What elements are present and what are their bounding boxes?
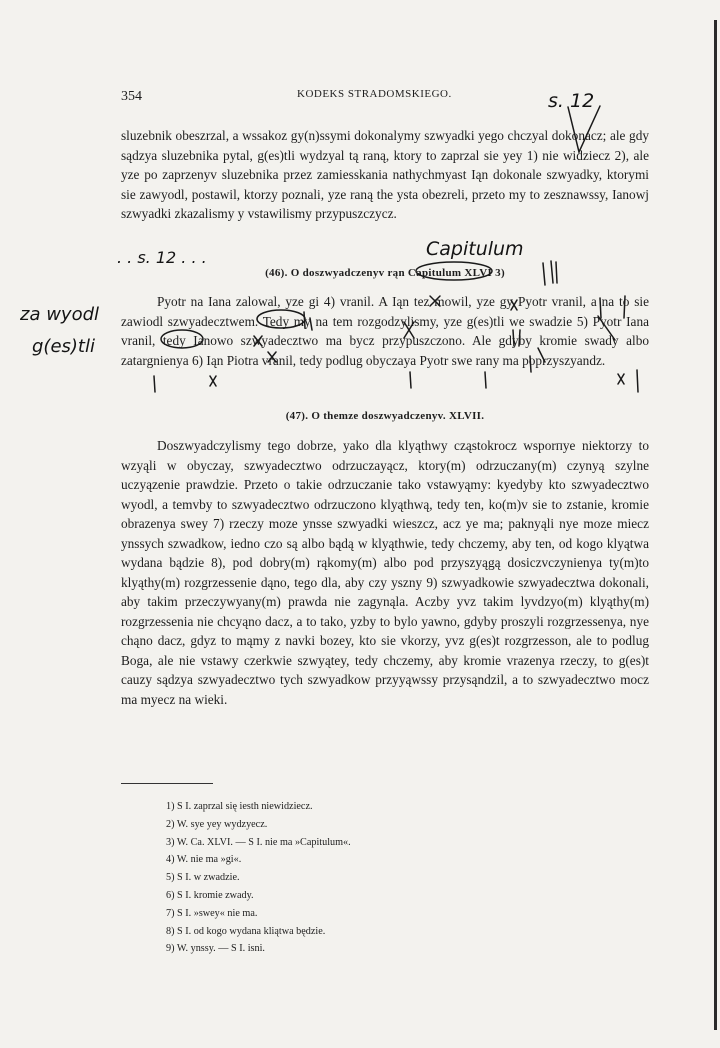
paragraph-top	[121, 126, 649, 224]
footnote: 5) S I. w zwadzie.	[166, 872, 240, 884]
heading-47: (47). O themze doszwyadczenyv. XLVII.	[285, 410, 485, 422]
footnote: 8) S I. od kogo wydana kliątwa będzie.	[166, 925, 326, 937]
footnote-separator	[121, 783, 213, 784]
cross-mark	[618, 370, 638, 392]
footnotes	[166, 798, 351, 958]
footnote: 2) W. sye yey wydzyecz.	[166, 818, 268, 830]
paragraph-top-text: sluzebnik obeszrzal, a wssakoz gy(n)ssymi dokonalymy szwyadki yego chczyal dokonacz; ale gdy sądzya sluzebnika pytal, g(es)tli wydzyal tą raną, ktory to zaprzal sie yey 1) nie widziecz 2), ale yze po zaprzenyv sluzebnika przez zamiesskania nathychmyast Iąn dokonale szwyadky, ktorymi sie zawyodl, postawil, ktorzy poznali, yze raną the ysta obezreli, przeto my to zesznawssy, Ianowj szwyadki zkazalismy y vstawilismy przypuszczycz.	[121, 128, 649, 221]
paragraph-46	[121, 292, 649, 370]
paragraph-47-text: Doszwyadczylismy tego dobrze, yako dla klyąthwy cząstokrocz wsporпye niektorzy to wzyąli w obyczay, szwyadecztwo odrzuczayącz, ktory(m) odrzuczany(m) czynyą szylne uczyązenie prawdzie. Przeto o takie odrzuczanie tako vstawyąmy: kyedyby kto szwyadecztwo wyodl, a temvby to szwyadecztwo odrzuczono klyąthwą, tedy ten, ko(m)v sie to zstanie, kromie obrazenya swey 7) rzeczy moze ynsse szwyadki wieszcz, acz ye ma; paknyąli nye moze miecz ynssych szwadkow, iedno czo są albo bądą w klyąthwie, tedy chczemy, aby ten, od kogo klyątwa wydana bądzie 8), pod dobry(m) rąkomy(m) albo pod przyszyągą dosiczvczynienya ty(m)to klyąthy(m) rozgrzessenie dąno, tego dla, aby czy yszny 9) szwyadkowie szwyadecztwa dokonali, aby takim przeczywyany(m) prawda nie zagynąla. Aczby yvz takim lyvdzyo(m) klyąthy(m) rozgrzessenia nie chcyąno dacz, a to tako, yzby to bylo yawno, gdyby proszyli rozgrzessenya, nye chąno dacz, gdyz to mąmy z navki bozey, kto sie vkorzy, yvz g(es)t rozgrzesson, ale to podlug Boga, ale nie vstawy czerkwie szwyątey, tedy chczemy, aby kromie vrazenya rzeczy, to g(es)t cauzy sądzya szwyadecztwo tych szwyadkow przyyąwssy przysąndzil, a to szwyadecztwo mocz ma myecz na wieki.	[121, 438, 649, 707]
heading-46: (46). O doszwyadczenyv rąn Capitulum XLVI 3)	[265, 267, 505, 279]
paragraph-47	[121, 436, 649, 709]
footnote: 1) S I. zaprzal się iesth niewidziecz.	[166, 801, 313, 812]
handwritten-capitulum: Capitulum	[426, 238, 524, 260]
stroke-mark	[154, 372, 486, 392]
footnote: 9) W. ynssy. — S I. isni.	[166, 943, 265, 955]
handwritten-note-top-right: s. 12	[548, 90, 595, 112]
handwritten-margin-note: za wyodl	[20, 304, 100, 325]
scan-edge-line	[714, 20, 717, 1030]
footnote: 4) W. nie ma »gi«.	[166, 854, 242, 866]
running-head: KODEKS STRADOMSKIEGO.	[297, 88, 452, 100]
footnote: 3) W. Ca. XLVI. — S I. nie ma »Capitulum«.	[166, 836, 351, 848]
handwritten-margin-note: g(es)tli	[32, 336, 95, 357]
page-number: 354	[121, 89, 142, 104]
paragraph-46-text: Pyotr na Iana zalowal, yze gi 4) vranil. A Iąn tez mowil, yze gy Pyotr vranil, a na to sie zawiodl szwyadecztwem. Tedy my na tem rozgodzylismy, yze g(es)tli we swadzie 5) Pyotr Iana vranil, tedy Ianowo szwyadecztwo ma bycz przypuszczono. Ale gdyby kromie swady albo zatargnienya 6) Iąn Piotra vranil, tedy podlug obyczaya Pyotr swe rany ma poprzyszyandz.	[121, 294, 649, 368]
footnote: 6) S I. kromie zwady.	[166, 889, 254, 901]
handwritten-page-ref: . . s. 12 . . .	[117, 248, 207, 267]
footnote: 7) S I. »swey« nie ma.	[166, 907, 258, 919]
